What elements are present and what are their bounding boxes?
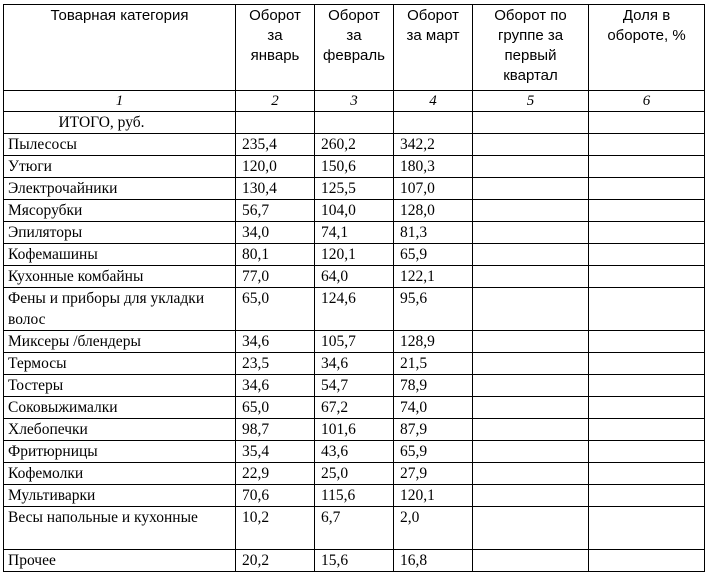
share-cell[interactable] <box>589 288 705 331</box>
table-row <box>4 419 705 441</box>
table-row <box>4 463 705 485</box>
table-row <box>4 485 705 507</box>
total-q1-cell[interactable] <box>473 112 589 134</box>
category-cell: Хлебопечки <box>4 419 236 441</box>
share-cell[interactable] <box>589 200 705 222</box>
feb-cell[interactable]: 105,7 <box>315 331 394 353</box>
category-cell: Мясорубки <box>4 200 236 222</box>
table-row <box>4 353 705 375</box>
jan-cell[interactable]: 70,6 <box>236 485 315 507</box>
share-cell[interactable] <box>589 550 705 572</box>
total-share-cell[interactable] <box>589 112 705 134</box>
jan-cell[interactable]: 235,4 <box>236 134 315 156</box>
feb-cell[interactable]: 150,6 <box>315 156 394 178</box>
mar-cell[interactable]: 128,0 <box>394 200 473 222</box>
header-row <box>4 5 705 91</box>
share-cell[interactable] <box>589 507 705 550</box>
header-jan: Оборот за январь <box>236 5 315 91</box>
header-feb: Оборот за февраль <box>315 5 394 91</box>
share-cell[interactable] <box>589 397 705 419</box>
header-q1: Оборот по группе за первый квартал <box>473 5 589 91</box>
data-rows <box>4 134 705 572</box>
mar-cell[interactable]: 27,9 <box>394 463 473 485</box>
table-row <box>4 200 705 222</box>
feb-cell[interactable]: 25,0 <box>315 463 394 485</box>
column-number: 5 <box>473 91 589 112</box>
feb-cell[interactable]: 64,0 <box>315 266 394 288</box>
category-cell: Кофемашины <box>4 244 236 266</box>
total-mar-cell[interactable] <box>394 112 473 134</box>
mar-cell[interactable]: 65,9 <box>394 244 473 266</box>
q1-cell[interactable] <box>473 397 589 419</box>
share-cell[interactable] <box>589 156 705 178</box>
feb-cell[interactable]: 115,6 <box>315 485 394 507</box>
jan-cell[interactable]: 120,0 <box>236 156 315 178</box>
feb-cell[interactable]: 125,5 <box>315 178 394 200</box>
q1-cell[interactable] <box>473 419 589 441</box>
column-number: 4 <box>394 91 473 112</box>
q1-cell[interactable] <box>473 441 589 463</box>
q1-cell[interactable] <box>473 288 589 331</box>
jan-cell[interactable]: 20,2 <box>236 550 315 572</box>
table-row <box>4 441 705 463</box>
share-cell[interactable] <box>589 353 705 375</box>
share-cell[interactable] <box>589 441 705 463</box>
header-mar: Оборот за март <box>394 5 473 91</box>
category-cell: Миксеры /блендеры <box>4 331 236 353</box>
jan-cell[interactable]: 34,0 <box>236 222 315 244</box>
category-cell: Кухонные комбайны <box>4 266 236 288</box>
category-cell: Утюги <box>4 156 236 178</box>
feb-cell[interactable]: 74,1 <box>315 222 394 244</box>
q1-cell[interactable] <box>473 331 589 353</box>
q1-cell[interactable] <box>473 156 589 178</box>
header-category: Товарная категория <box>4 5 236 91</box>
share-cell[interactable] <box>589 331 705 353</box>
category-cell: Эпиляторы <box>4 222 236 244</box>
feb-cell[interactable]: 67,2 <box>315 397 394 419</box>
share-cell[interactable] <box>589 463 705 485</box>
mar-cell[interactable]: 2,0 <box>394 507 473 550</box>
table-row <box>4 178 705 200</box>
share-cell[interactable] <box>589 178 705 200</box>
q1-cell[interactable] <box>473 266 589 288</box>
mar-cell[interactable]: 95,6 <box>394 288 473 331</box>
mar-cell[interactable]: 21,5 <box>394 353 473 375</box>
q1-cell[interactable] <box>473 375 589 397</box>
q1-cell[interactable] <box>473 244 589 266</box>
column-number-row <box>4 91 705 112</box>
header-share: Доля в обороте, % <box>589 5 705 91</box>
q1-cell[interactable] <box>473 463 589 485</box>
table-row <box>4 550 705 572</box>
mar-cell[interactable]: 122,1 <box>394 266 473 288</box>
feb-cell[interactable]: 101,6 <box>315 419 394 441</box>
jan-cell[interactable]: 130,4 <box>236 178 315 200</box>
table-row <box>4 134 705 156</box>
feb-cell[interactable]: 34,6 <box>315 353 394 375</box>
mar-cell[interactable]: 65,9 <box>394 441 473 463</box>
mar-cell[interactable]: 74,0 <box>394 397 473 419</box>
mar-cell[interactable]: 78,9 <box>394 375 473 397</box>
table-row <box>4 156 705 178</box>
category-cell: Пылесосы <box>4 134 236 156</box>
jan-cell[interactable]: 10,2 <box>236 507 315 550</box>
table-row <box>4 507 705 550</box>
q1-cell[interactable] <box>473 485 589 507</box>
share-cell[interactable] <box>589 244 705 266</box>
total-feb-cell[interactable] <box>315 112 394 134</box>
share-cell[interactable] <box>589 375 705 397</box>
q1-cell[interactable] <box>473 178 589 200</box>
category-cell: Кофемолки <box>4 463 236 485</box>
feb-cell[interactable]: 15,6 <box>315 550 394 572</box>
jan-cell[interactable]: 80,1 <box>236 244 315 266</box>
column-number: 6 <box>589 91 705 112</box>
q1-cell[interactable] <box>473 200 589 222</box>
mar-cell[interactable]: 342,2 <box>394 134 473 156</box>
table-row <box>4 244 705 266</box>
jan-cell[interactable]: 22,9 <box>236 463 315 485</box>
share-cell[interactable] <box>589 134 705 156</box>
mar-cell[interactable]: 120,1 <box>394 485 473 507</box>
total-label: ИТОГО, руб. <box>4 112 236 134</box>
q1-cell[interactable] <box>473 134 589 156</box>
jan-cell[interactable]: 98,7 <box>236 419 315 441</box>
column-number: 2 <box>236 91 315 112</box>
q1-cell[interactable] <box>473 353 589 375</box>
table-row <box>4 331 705 353</box>
jan-cell[interactable]: 65,0 <box>236 288 315 331</box>
table-row <box>4 266 705 288</box>
mar-cell[interactable]: 16,8 <box>394 550 473 572</box>
feb-cell[interactable]: 124,6 <box>315 288 394 331</box>
category-cell: Мультиварки <box>4 485 236 507</box>
jan-cell[interactable]: 56,7 <box>236 200 315 222</box>
feb-cell[interactable]: 54,7 <box>315 375 394 397</box>
turnover-table <box>3 4 705 572</box>
jan-cell[interactable]: 34,6 <box>236 375 315 397</box>
total-row <box>4 112 705 134</box>
column-number: 1 <box>4 91 236 112</box>
q1-cell[interactable] <box>473 550 589 572</box>
jan-cell[interactable]: 35,4 <box>236 441 315 463</box>
feb-cell[interactable]: 104,0 <box>315 200 394 222</box>
share-cell[interactable] <box>589 222 705 244</box>
feb-cell[interactable]: 6,7 <box>315 507 394 550</box>
table-row <box>4 288 705 331</box>
category-cell: Фены и приборы для укладки волос <box>4 288 236 331</box>
share-cell[interactable] <box>589 485 705 507</box>
feb-cell[interactable]: 120,1 <box>315 244 394 266</box>
category-cell: Фритюрницы <box>4 441 236 463</box>
mar-cell[interactable]: 180,3 <box>394 156 473 178</box>
share-cell[interactable] <box>589 419 705 441</box>
table-row <box>4 397 705 419</box>
jan-cell[interactable]: 34,6 <box>236 331 315 353</box>
q1-cell[interactable] <box>473 222 589 244</box>
feb-cell[interactable]: 43,6 <box>315 441 394 463</box>
total-jan-cell[interactable] <box>236 112 315 134</box>
jan-cell[interactable]: 65,0 <box>236 397 315 419</box>
feb-cell[interactable]: 260,2 <box>315 134 394 156</box>
category-cell: Термосы <box>4 353 236 375</box>
category-cell: Тостеры <box>4 375 236 397</box>
table-row <box>4 222 705 244</box>
column-number: 3 <box>315 91 394 112</box>
category-cell: Соковыжималки <box>4 397 236 419</box>
mar-cell[interactable]: 128,9 <box>394 331 473 353</box>
mar-cell[interactable]: 107,0 <box>394 178 473 200</box>
table-row <box>4 375 705 397</box>
category-cell: Прочее <box>4 550 236 572</box>
mar-cell[interactable]: 81,3 <box>394 222 473 244</box>
category-cell: Электрочайники <box>4 178 236 200</box>
mar-cell[interactable]: 87,9 <box>394 419 473 441</box>
jan-cell[interactable]: 23,5 <box>236 353 315 375</box>
category-cell: Весы напольные и кухонные <box>4 507 236 550</box>
share-cell[interactable] <box>589 266 705 288</box>
q1-cell[interactable] <box>473 507 589 550</box>
jan-cell[interactable]: 77,0 <box>236 266 315 288</box>
